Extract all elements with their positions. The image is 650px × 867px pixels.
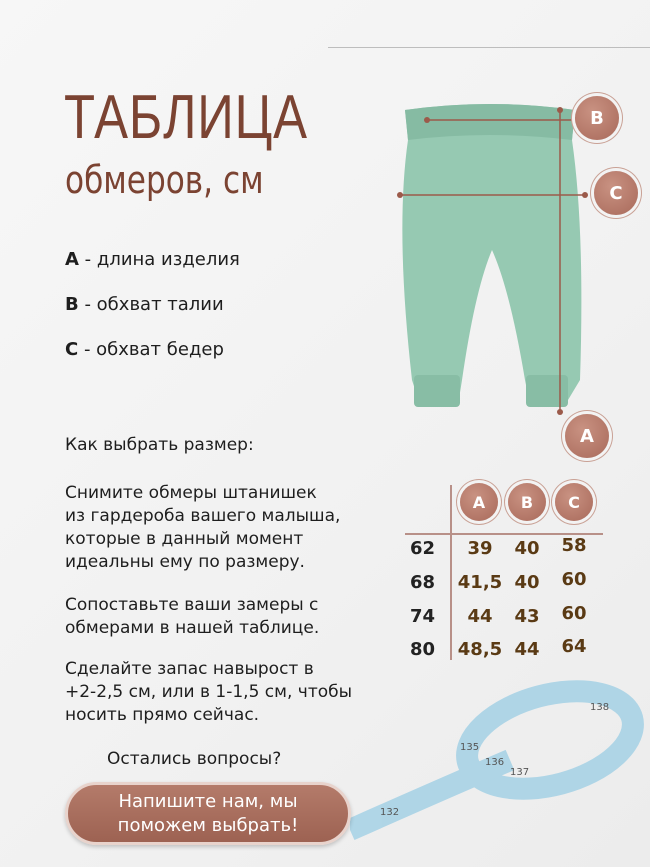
how-to-choose-heading: Как выбрать размер: [65,435,254,455]
table-cell: 40 [514,538,540,559]
tape-number: 136 [485,757,505,768]
legend-b: B - обхват талии [65,294,224,315]
questions-label: Остались вопросы? [107,749,282,769]
contact-us-button[interactable] [65,782,351,845]
table-cell: 44 [514,639,540,660]
table-header-a: A [460,483,498,521]
page-subtitle: обмеров, см [65,158,264,202]
table-cell: 43 [514,606,540,627]
table-row-size: 68 [410,572,436,593]
marker-a: A [565,414,609,458]
table-row-size: 62 [410,538,436,559]
table-cell: 40 [514,572,540,593]
pants-illustration [380,90,610,430]
tape-number: 138 [590,702,610,713]
button-line: Напишите нам, мы [118,791,298,812]
table-header-c: C [555,483,593,521]
decorative-line [328,47,650,48]
table-header-b: B [508,483,546,521]
tape-number: 132 [380,807,400,818]
table-row-size: 80 [410,639,436,660]
table-cell: 64 [561,636,587,657]
instruction-1: Снимите обмеры штанишек из гардероба вашего малыша, которые в данный момент идеальны ему по размеру. [65,483,341,572]
marker-b: B [575,96,619,140]
legend-a: A - длина изделия [65,249,240,270]
button-line: поможем выбрать! [117,815,299,836]
table-cell: 44 [467,606,493,627]
instruction-3: Сделайте запас навырост в +2-2,5 см, или в 1-1,5 см, чтобы носить прямо сейчас. [65,659,353,725]
table-cell: 60 [561,603,587,624]
legend-c: C - обхват бедер [65,339,224,360]
table-cell: 48,5 [457,639,503,660]
table-cell: 58 [561,535,587,556]
instruction-2: Сопоставьте ваши замеры с обмерами в нашей таблице. [65,595,320,638]
table-cell: 41,5 [457,572,503,593]
table-cell: 60 [561,569,587,590]
marker-c: C [594,171,638,215]
page-title: ТАБЛИЦА [64,83,308,152]
table-row-size: 74 [410,606,436,627]
tape-number: 135 [460,742,480,753]
tape-number: 137 [510,767,530,778]
table-cell: 39 [467,538,493,559]
